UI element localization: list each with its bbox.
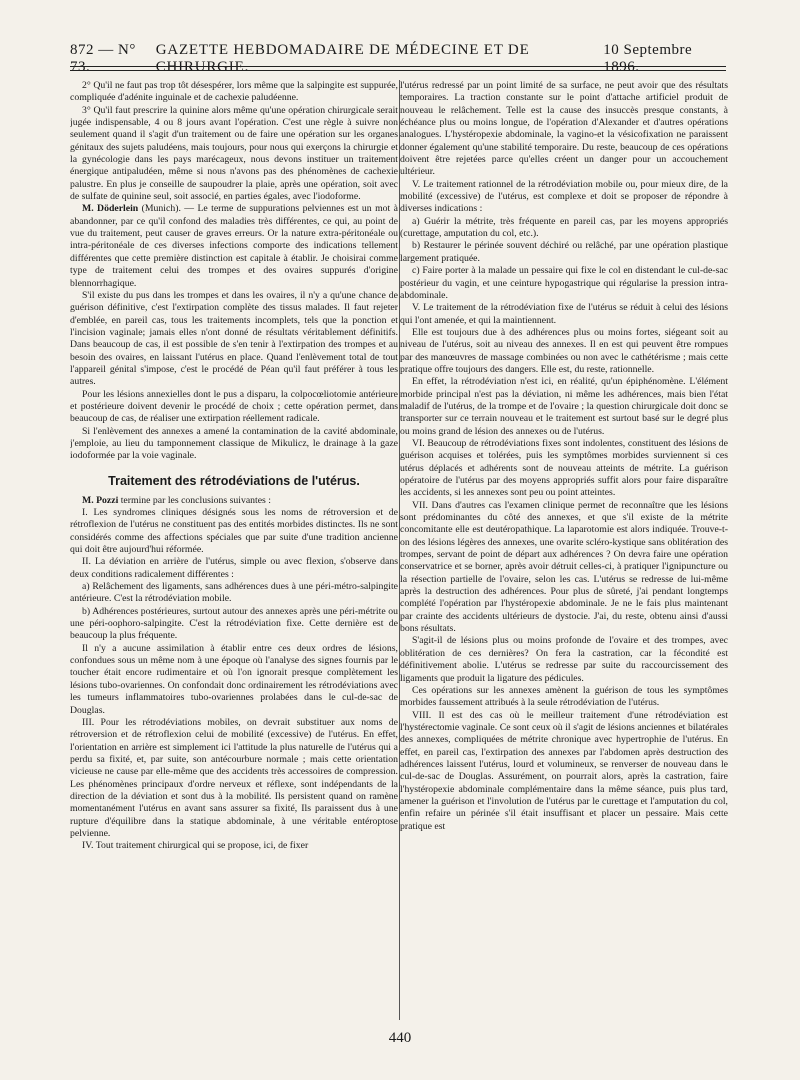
paragraph: V. Le traitement rationnel de la rétrodéviation mobile ou, pour mieux dire, de la mobilité (excessive) de l'utérus, est complexe et doit se proposer de répondre à diverses indications : [400, 178, 728, 215]
issue-date: 10 Septembre 1896. [603, 42, 693, 75]
left-column [70, 80, 398, 1020]
speaker-name: M. Döderlein [82, 203, 139, 215]
paragraph: III. Pour les rétrodéviations mobiles, on devrait substituer aux noms de rétroversion et de rétroflexion celui de mobilité (excessive) de l'utérus. En effet, l'orientation en arrière est simplement ici l'attitude la plus naturelle de l'utérus qui a perdu sa fixité, et, par suite, son antécourbure normale ; mais cette orientation vicieuse ne cause par elle-même que des accidents très accessoires de compression. Les phénomènes principaux d'ordre nerveux et réflexe, sont indépendants de la direction de la déviation et sont dus à la mobilité. Ils persistent quand on ramène momentanément l'utérus en avant sans assurer sa fixité, Ils paraissent dus à une rupture d'équilibre dans la statique abdominale, à une véritable entéroptose pelvienne. [70, 716, 398, 839]
right-column [400, 80, 728, 1020]
paragraph: Ces opérations sur les annexes amènent la guérison de tous les symptômes morbides faussement attribués à la seule rétrodéviation de l'utérus. [400, 684, 728, 709]
paragraph: b) Adhérences postérieures, surtout autour des annexes après une péri-métrite ou une péri-oophoro-salpingite. C'est la rétrodéviation fixe. Cette dernière est de beaucoup la plus fréquente. [70, 605, 398, 642]
paragraph: b) Restaurer le périnée souvent déchiré ou relâché, par une opération plastique largement pratiquée. [400, 240, 728, 264]
paragraph: l'utérus redressé par un point limité de sa surface, ne peut avoir que des résultats temporaires. La traction constante sur le point d'attache artificiel produit de nouveau le relâchement. Telle est la cause des insuccès presque constants, à échéance plus ou moins longue, de l'opération d'Alexander et d'autres opérations analogues. L'hystéropexie abdominale, la vagino-et la vésicofixation ne paraissent donner également qu'une stabilité temporaire. Du reste, beaucoup de ces opérations doivent être rejetées parce qu'elles créent un danger pour un accouchement ultérieur. [400, 80, 728, 178]
paragraph: IV. Tout traitement chirurgical qui se propose, ici, de fixer [82, 840, 309, 852]
paragraph: VIII. Il est des cas où le meilleur traitement d'une rétrodéviation est l'hystérectomie vaginale. Ce sont ceux où il s'agit de lésions anciennes et bilatérales des annexes, compliquées de métrite chronique avec hypertrophie de l'utérus. En effet, en pareil cas, l'extirpation des annexes par l'abdomen après destruction des adhérences laissent l'utérus, lourd et volumineux, se renverser de nouveau dans le cul-de-sac de Douglas. Assurément, on pourrait alors, après la castration, faire l'hystéropexie abdominale complémentaire dans la même séance, puis plus tard, amener la guérison et l'involution de l'utérus par le curettage et l'amputation du col, enfin refaire un périnée s'il était insuffisant et placer un pessaire. Mais cette pratique est [400, 709, 728, 832]
paragraph: 3° Qu'il faut prescrire la quinine alors même qu'une opération chirurgicale serait jugée indispensable, 4 ou 8 jours avant l'opération. C'est une règle à suivre non seulement quand il s'agit d'un traitement ou de faire une opération sur les organes génitaux des sujets paludéens, mais toujours, pour nous qui exerçons la chirurgie et la gynécologie dans les pays marécageux, nous devons instituer un traitement énergique antipaludéen, même si nous n'avons pas des phénomènes de cachexie palustre. En plus je conseille de saupoudrer la plaie, après une opération, soit avec de sulfate de quinine seul, soit associé, en parties égales, avec l'iodoforme. [70, 104, 398, 203]
paragraph: V. Le traitement de la rétrodéviation fixe de l'utérus se réduit à celui des lésions qui l'ont amenée, et qui la maintiennent. [400, 302, 728, 326]
paragraph: S'agit-il de lésions plus ou moins profonde de l'ovaire et des trompes, avec oblitération de ces dernières? On fera la castration, car la fécondité est définitivement abolie. L'utérus se redresse par suite du raccourcissement des ligaments que produit la ligature des pédicules. [400, 635, 728, 684]
paragraph: a) Relâchement des ligaments, sans adhérences dues à une péri-métro-salpingite antérieure. C'est la rétrodéviation mobile. [70, 581, 398, 605]
paragraph: S'il existe du pus dans les trompes et dans les ovaires, il n'y a qu'une chance de guérison définitive, c'est l'extirpation complète des tissus malades. Il faut rejeter d'emblée, en pareil cas, tous les traitements incomplets, tels que la ponction et l'incision vaginale; jamais elles n'ont donné de résultats véritablement définitifs. Dans beaucoup de cas, il est possible de s'en tenir à l'extirpation des trompes et au besoin des ovaires, en laissant l'utérus en place. Quand l'enlèvement total de tout l'appareil génital s'impose, c'est le procédé de Péan qu'il faut préférer à tous les autres. [70, 289, 398, 388]
paragraph: I. Les syndromes cliniques désignés sous les noms de rétroversion et de rétroflexion de l'utérus ne constituent pas des entités morbides distinctes. Ils ne sont considérés comme des affections spéciales que par suite d'une tradition ancienne qui doit être aujourd'hui réformée. [70, 507, 398, 556]
issue-label: 872 — N° 73. [70, 42, 136, 75]
paragraph: En effet, la rétrodéviation n'est ici, en réalité, qu'un épiphénomène. L'élément morbide principal n'est pas la déviation, ni même les adhérences, mais bien l'état maladif de l'utérus, de la trompe et de l'ovaire ; la question chirurgicale doit donc se transporter sur ce terrain nouveau et le traitement est surtout basé sur le degré plus ou moins grand de lésion des annexes ou de l'utérus. [400, 376, 728, 437]
section-title: Traitement des rétrodéviations de l'utérus. [108, 473, 360, 488]
header-rule [70, 66, 726, 67]
paragraph: a) Guérir la métrite, très fréquente en pareil cas, par les moyens appropriés (curettage, amputation du col, etc.). [400, 215, 728, 240]
paragraph-text: (Munich). — Le terme de suppurations pelviennes est un mot à abandonner, par ce qu'il confond des maladies très différentes, ce qui, au point de vue du traitement, peut causer de graves erreurs. Or la nature extra-péritonéale ou intra-péritonéale de ces diverses infections comporte des indications tellement différentes que cette première distinction est capitale à établir. Je choisirai comme type de traitement celui des trompes et des ovaires suppurés d'origine blennorrhagique. [70, 203, 398, 289]
journal-title: GAZETTE HEBDOMADAIRE DE MÉDECINE ET DE CHIRURGIE. [155, 42, 530, 75]
paragraph: c) Faire porter à la malade un pessaire qui fixe le col en distendant le cul-de-sac postérieur du vagin, et une ceinture hypogastrique qui régularise la pression intra-abdominale. [400, 265, 728, 301]
paragraph [70, 495, 398, 507]
speaker-name: M. Pozzi [82, 494, 119, 506]
paragraph [70, 203, 398, 289]
paragraph: 2° Qu'il ne faut pas trop tôt désespérer, lors même que la salpingite est suppurée, compliquée d'adénite inguinale et de cachexie paludéenne. [70, 80, 398, 104]
paragraph: VI. Beaucoup de rétrodéviations fixes sont indolentes, constituent des lésions de guérison acquises et tolérées, puis les symptômes morbides surviennent si ces utérus déplacés et adhérents sont de nouveau atteints de métrite. La guérison opératoire de l'utérus par des moyens appropriés suffit alors pour faire disparaître les accidents, si les annexes sont peu ou point atteintes. [400, 437, 728, 499]
paragraph: Si l'enlèvement des annexes a amené la contamination de la cavité abdominale, j'emploie, au lieu du tamponnement classique de Mikulicz, le drainage à la gaze iodoformée par la voie vaginale. [70, 425, 398, 462]
header-rule-thin [70, 70, 726, 71]
paragraph: II. La déviation en arrière de l'utérus, simple ou avec flexion, s'observe dans deux conditions radicalement différentes : [70, 556, 398, 580]
paragraph-text: termine par les conclusions suivantes : [118, 494, 271, 506]
page-number: 440 [388, 1030, 412, 1046]
paragraph: Elle est toujours due à des adhérences plus ou moins fortes, siégeant soit au niveau de l'utérus, soit au niveau des annexes. Il en est qui peuvent être rompues par des manœuvres de massage combinées ou non avec le cathétérisme ; mais cette pratique offre toujours des dangers. Elle est, du reste, rationnelle. [400, 326, 728, 375]
paragraph: VII. Dans d'autres cas l'examen clinique permet de reconnaître que les lésions sont prédominantes du côté des annexes, et que s'il existe de la métrite concomitante elle est deutéropathique. La laparotomie est alors indiquée. Trouve-t-on des lésions légères des annexes, une ovarite scléro-kystique sans oblitération des trompes, servant de point de départ aux adhérences ? On devra faire une opération conservatrice et se borner, après avoir détruit celles-ci, à pratiquer l'ignipuncture ou la résection partielle de l'ovaire, selon les cas. L'utérus se redresse de lui-même après la destruction des adhérences. Pour plus de sûreté, j'ai pendant longtemps complété l'opération par l'hystéropexie abdominale. Je ne le fais plus maintenant par crainte des accidents ultérieurs de dystocie. J'ai, du reste, obtenu ainsi d'aussi bons résultats. [400, 499, 728, 635]
paragraph: Pour les lésions annexielles dont le pus a disparu, la colpocœliotomie antérieure et postérieure doivent devenir le procédé de choix ; cette opération permet, dans beaucoup de cas, de réaliser une extirpation réellement radicale. [70, 388, 398, 425]
paragraph: Il n'y a aucune assimilation à établir entre ces deux ordres de lésions, confondues sous un même nom à une époque où l'analyse des signes fournis par le toucher était encore rudimentaire et où l'on ignorait presque complètement les lésions tubo-ovariennes. On confondait donc ordinairement les rétrodéviations avec les tumeurs inflammatoires tubo-ovariennes prolabées dans le cul-de-sac de Douglas. [70, 642, 398, 716]
